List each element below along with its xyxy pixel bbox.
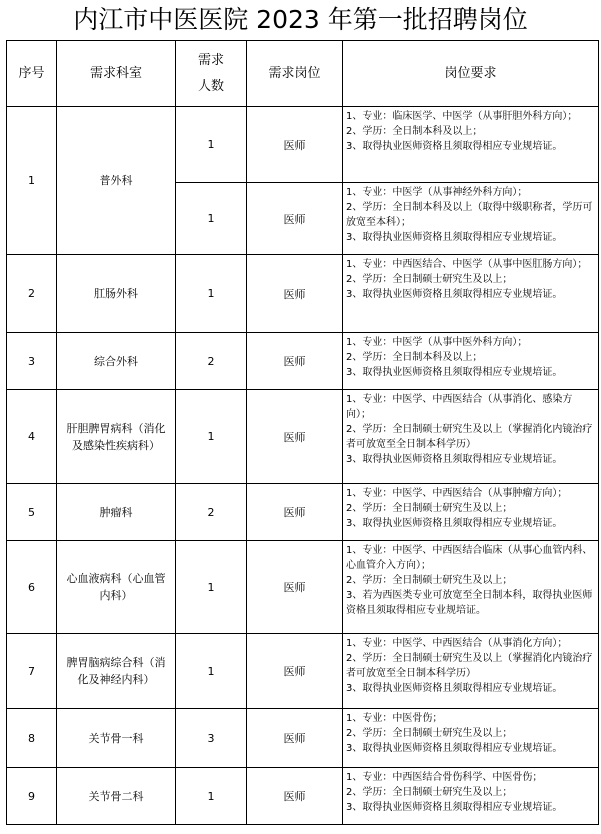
header-count: 需求人数	[176, 41, 247, 107]
row-post: 医师	[247, 768, 343, 825]
row-count: 1	[176, 183, 247, 255]
table-row	[7, 107, 599, 183]
row-post: 医师	[247, 390, 343, 484]
requirement-line: 3、取得执业医师资格且须取得相应专业规培证。	[346, 743, 563, 754]
row-department: 肿瘤科	[57, 484, 176, 541]
table-header-row	[7, 41, 599, 107]
row-post: 医师	[247, 333, 343, 390]
row-post: 医师	[247, 183, 343, 255]
requirement-line: 1、专业：中医学、中西医结合（从事消化方向）；	[346, 638, 568, 649]
row-count: 1	[176, 255, 247, 333]
row-department: 综合外科	[57, 333, 176, 390]
table-row	[7, 333, 599, 390]
requirement-line: 3、取得执业医师资格且须取得相应专业规培证。	[346, 518, 563, 529]
table-row	[7, 390, 599, 484]
requirement-line: 2、学历：全日制硕士研究生及以上；	[346, 787, 513, 798]
row-index: 3	[7, 333, 57, 390]
table-row	[7, 541, 599, 634]
row-post: 医师	[247, 484, 343, 541]
row-count: 1	[176, 541, 247, 634]
row-index: 6	[7, 541, 57, 634]
requirement-line: 2、学历：全日制硕士研究生及以上；	[346, 274, 513, 285]
row-requirements	[343, 183, 599, 255]
requirement-line: 2、学历：全日制本科及以上（取得中级职称者，学历可放宽至本科）；	[346, 202, 593, 228]
requirement-line: 3、取得执业医师资格且须取得相应专业规培证。	[346, 232, 563, 243]
row-index: 7	[7, 634, 57, 709]
row-requirements	[343, 541, 599, 634]
requirement-line: 3、若为西医类专业可放宽至全日制本科，取得执业医师资格且须取得相应专业规培证。	[346, 590, 593, 616]
positions-table	[6, 40, 599, 825]
row-count: 1	[176, 768, 247, 825]
row-count: 1	[176, 390, 247, 484]
row-index: 2	[7, 255, 57, 333]
requirement-line: 2、学历：全日制本科及以上；	[346, 126, 483, 137]
table-row	[7, 634, 599, 709]
requirement-line: 3、取得执业医师资格且须取得相应专业规培证。	[346, 683, 563, 694]
requirement-line: 1、专业：临床医学、中医学（从事肝胆外科方向）；	[346, 111, 578, 122]
requirement-line: 3、取得执业医师资格且须取得相应专业规培证。	[346, 802, 563, 813]
row-department: 肛肠外科	[57, 255, 176, 333]
header-requirements: 岗位要求	[343, 41, 599, 107]
requirement-line: 3、取得执业医师资格且须取得相应专业规培证。	[346, 289, 563, 300]
header-index: 序号	[7, 41, 57, 107]
row-index: 5	[7, 484, 57, 541]
requirement-line: 2、学历：全日制硕士研究生及以上；	[346, 575, 513, 586]
row-requirements	[343, 333, 599, 390]
page-title: 内江市中医医院 2023 年第一批招聘岗位	[73, 5, 528, 34]
row-requirements	[343, 709, 599, 768]
row-requirements	[343, 390, 599, 484]
row-post: 医师	[247, 709, 343, 768]
row-department: 脾胃脑病综合科（消化及神经内科）	[57, 634, 176, 709]
row-index: 4	[7, 390, 57, 484]
row-post: 医师	[247, 634, 343, 709]
row-department: 普外科	[57, 107, 176, 255]
requirement-line: 3、取得执业医师资格且须取得相应专业规培证。	[346, 454, 563, 465]
row-post: 医师	[247, 541, 343, 634]
row-requirements	[343, 634, 599, 709]
requirement-line: 1、专业：中医学、中西医结合（从事肿瘤方向）；	[346, 488, 568, 499]
requirement-line: 2、学历：全日制硕士研究生及以上；	[346, 503, 513, 514]
requirement-line: 3、取得执业医师资格且须取得相应专业规培证。	[346, 367, 563, 378]
header-department: 需求科室	[57, 41, 176, 107]
row-requirements	[343, 107, 599, 183]
row-post: 医师	[247, 107, 343, 183]
requirement-line: 2、学历：全日制硕士研究生及以上（掌握消化内镜治疗者可放宽至全日制本科学历）	[346, 653, 593, 679]
header-post: 需求岗位	[247, 41, 343, 107]
row-post: 医师	[247, 255, 343, 333]
row-count: 3	[176, 709, 247, 768]
row-department: 肝胆脾胃病科（消化及感染性疾病科）	[57, 390, 176, 484]
requirement-line: 1、专业：中西医结合、中医学（从事中医肛肠方向）；	[346, 259, 588, 270]
requirement-line: 2、学历：全日制本科及以上；	[346, 352, 483, 363]
requirement-line: 1、专业：中医学（从事神经外科方向）；	[346, 187, 528, 198]
table-row	[7, 484, 599, 541]
requirement-line: 2、学历：全日制硕士研究生及以上；	[346, 728, 513, 739]
requirement-line: 1、专业：中西医结合骨伤科学、中医骨伤；	[346, 772, 543, 783]
requirement-line: 3、取得执业医师资格且须取得相应专业规培证。	[346, 141, 563, 152]
row-index: 8	[7, 709, 57, 768]
requirement-line: 1、专业：中医骨伤；	[346, 713, 443, 724]
requirement-line: 1、专业：中医学、中西医结合临床（从事心血管内科、心血管介入方向）；	[346, 545, 593, 571]
row-count: 2	[176, 484, 247, 541]
table-row	[7, 709, 599, 768]
table-row	[7, 768, 599, 825]
row-department: 心血液病科（心血管内科）	[57, 541, 176, 634]
row-department: 关节骨一科	[57, 709, 176, 768]
row-department: 关节骨二科	[57, 768, 176, 825]
row-count: 1	[176, 634, 247, 709]
row-index: 9	[7, 768, 57, 825]
table-row	[7, 255, 599, 333]
requirement-line: 1、专业：中医学、中西医结合（从事消化、感染方向）；	[346, 394, 573, 420]
row-requirements	[343, 768, 599, 825]
row-index: 1	[7, 107, 57, 255]
row-requirements	[343, 255, 599, 333]
row-requirements	[343, 484, 599, 541]
row-count: 2	[176, 333, 247, 390]
requirement-line: 1、专业：中医学（从事中医外科方向）；	[346, 337, 528, 348]
row-count: 1	[176, 107, 247, 183]
requirement-line: 2、学历：全日制硕士研究生及以上（掌握消化内镜治疗者可放宽至全日制本科学历）	[346, 424, 593, 450]
